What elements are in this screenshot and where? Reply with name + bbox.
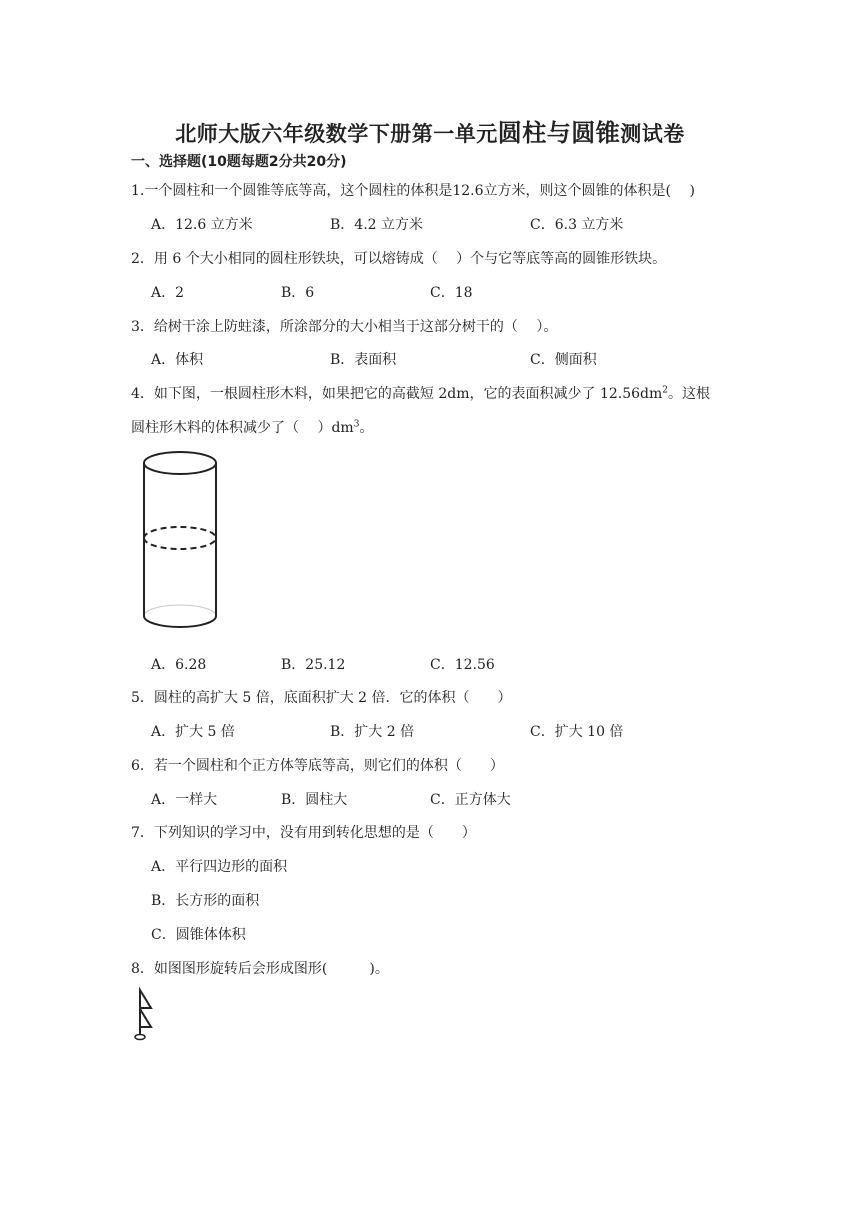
- q7-option-b: B．长方形的面积: [151, 893, 260, 909]
- q2-option-a: A．2: [151, 285, 185, 301]
- q3-option-b: B．表面积: [330, 352, 397, 368]
- q4-option-b: B．25.12: [281, 657, 346, 673]
- q6-option-c: C．正方体大: [430, 792, 511, 808]
- cylinder-top-ellipse: [144, 452, 216, 474]
- q2-option-b: B．6: [281, 285, 315, 301]
- question-5: 5．圆柱的高扩大 5 倍，底面积扩大 2 倍．它的体积（ ）: [131, 690, 512, 706]
- q6-option-a: A．一样大: [151, 792, 218, 808]
- question-2: 2．用 6 个大小相同的圆柱形铁块，可以熔铸成（ ）个与它等底等高的圆锥形铁块。: [131, 251, 667, 267]
- q5-option-b: B．扩大 2 倍: [330, 724, 415, 740]
- q5-option-a: A．扩大 5 倍: [151, 724, 235, 740]
- q1-option-b: B．4.2 立方米: [330, 217, 424, 233]
- section-heading: 一、选择题(10题每题2分共20分): [131, 154, 347, 170]
- q4-line2-text: 圆柱形木料的体积减少了（ ）dm: [131, 420, 354, 436]
- q3-option-a: A．体积: [151, 352, 204, 368]
- question-1: 1.一个圆柱和一个圆锥等底等高，这个圆柱的体积是12.6立方米，则这个圆锥的体积是( ): [131, 183, 695, 199]
- q6-option-b: B．圆柱大: [281, 792, 348, 808]
- q4-option-a: A．6.28: [151, 657, 207, 673]
- rotation-base-ellipse: [135, 1035, 145, 1040]
- flag-figure: [130, 987, 166, 1043]
- q5-option-c: C．扩大 10 倍: [530, 724, 624, 740]
- q4-text-2: 。这根: [668, 386, 711, 402]
- q7-option-c: C．圆锥体体积: [151, 927, 246, 943]
- q4-superscript-1: 2: [662, 385, 669, 396]
- question-8: 8．如图图形旋转后会形成图形( )。: [131, 961, 389, 977]
- flag-lower-triangle: [140, 1009, 151, 1027]
- question-7: 7．下列知识的学习中，没有用到转化思想的是（ ）: [131, 825, 476, 841]
- q4-superscript-2: 3: [353, 419, 360, 430]
- title-part3: 测试卷: [620, 122, 685, 146]
- q4-option-c: C．12.56: [430, 657, 495, 673]
- q3-option-c: C．侧面积: [530, 352, 597, 368]
- cylinder-middle-back-dashed: [144, 527, 216, 538]
- cylinder-middle-front-dashed: [144, 538, 216, 549]
- cylinder-bottom-front: [144, 616, 216, 627]
- q4-line2-end: 。: [359, 420, 374, 436]
- page-title: [0, 113, 860, 148]
- q1-option-c: C．6.3 立方米: [530, 217, 624, 233]
- cylinder-bottom-back: [144, 605, 216, 616]
- q1-option-a: A．12.6 立方米: [151, 217, 253, 233]
- cylinder-figure: [136, 448, 226, 638]
- q7-option-a: A．平行四边形的面积: [151, 859, 288, 875]
- question-6: 6．若一个圆柱和个正方体等底等高，则它们的体积（ ）: [131, 758, 504, 774]
- question-4-line-1: [131, 383, 710, 403]
- question-4-line-2: [131, 417, 373, 437]
- q4-text-1: 4．如下图，一根圆柱形木料，如果把它的高截短 2dm，它的表面积减少了 12.56dm: [131, 386, 663, 402]
- q2-option-c: C．18: [430, 285, 473, 301]
- question-3: 3．给树干涂上防蛀漆，所涂部分的大小相当于这部分树干的（ ）。: [131, 319, 558, 335]
- title-part1: 北师大版六年级数学下册第一单元: [175, 122, 498, 146]
- title-part2: 圆柱与圆锥: [497, 119, 621, 147]
- flag-upper-triangle: [140, 990, 151, 1008]
